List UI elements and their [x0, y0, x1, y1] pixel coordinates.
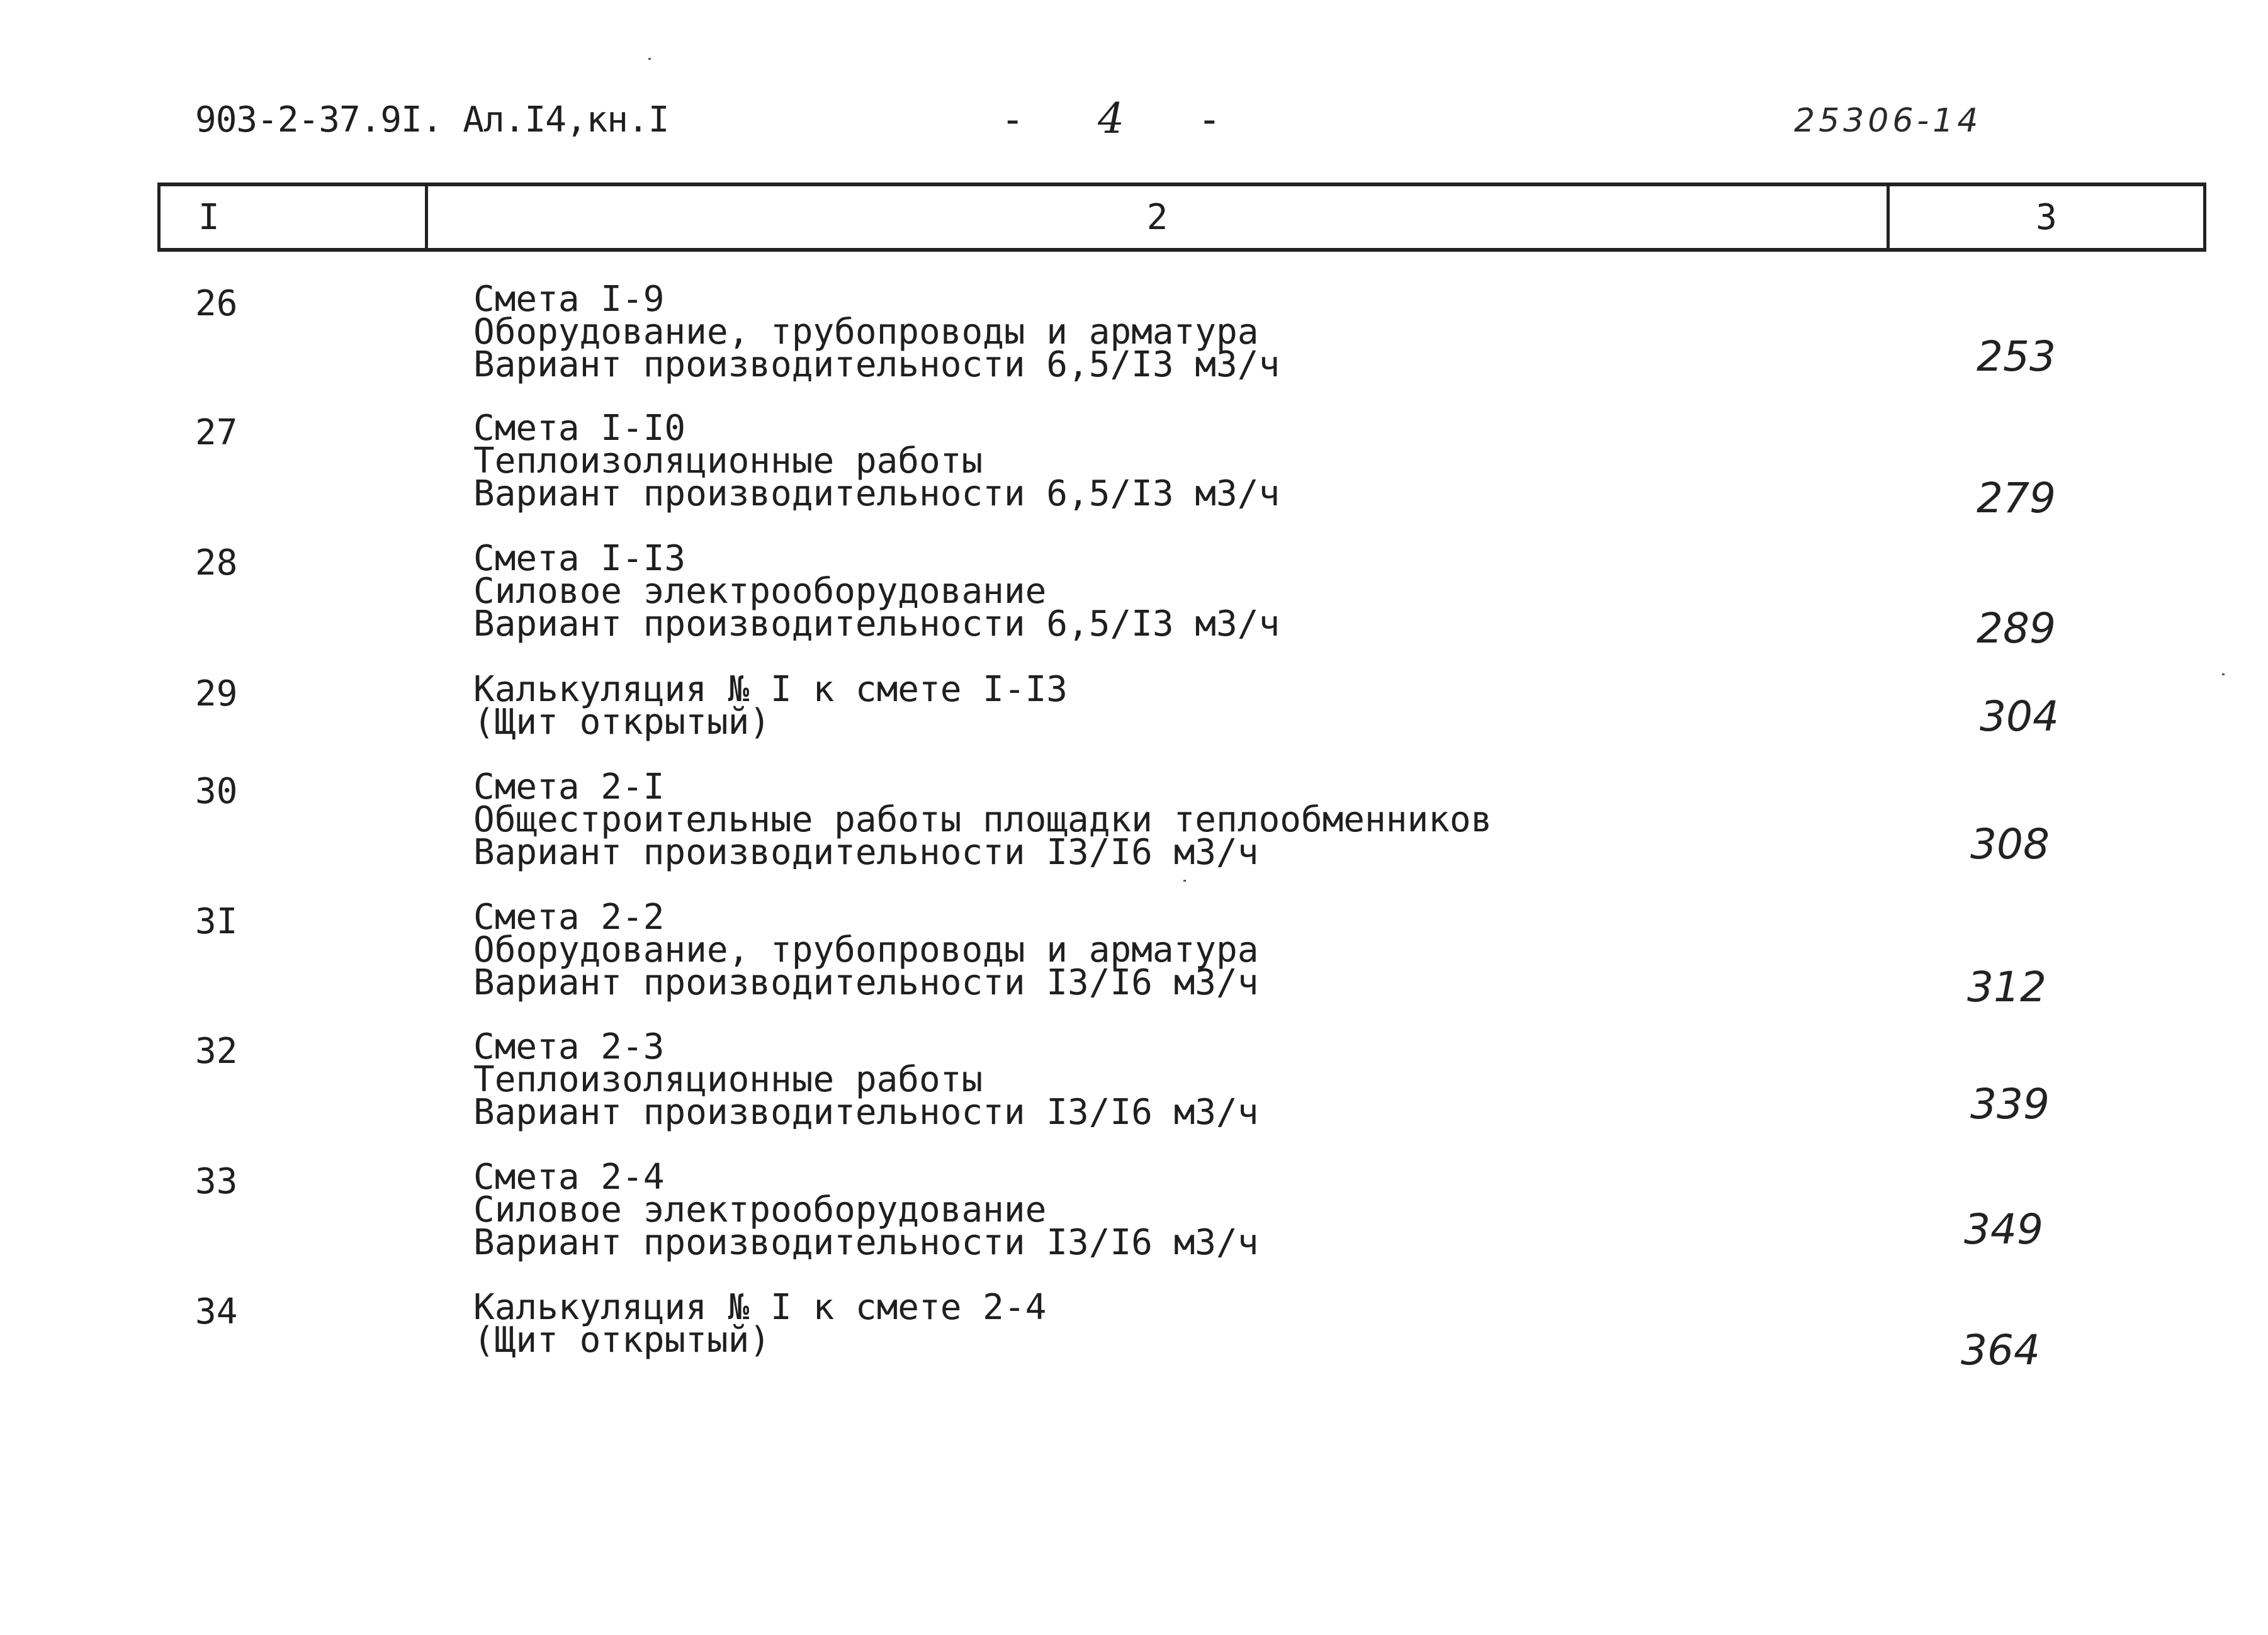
row-page-number: 289 — [1977, 604, 2056, 653]
row-number: 3I — [195, 901, 238, 942]
row-page-number: 349 — [1964, 1205, 2043, 1254]
row-description — [473, 279, 1280, 385]
row-page-number: 304 — [1980, 692, 2059, 741]
scan-speck — [648, 58, 651, 60]
row-description — [473, 767, 1492, 873]
column-header-3: 3 — [1887, 186, 2203, 248]
row-number: 28 — [195, 542, 238, 583]
inventory-number: 25306-14 — [1794, 102, 1982, 140]
row-description — [473, 669, 1068, 743]
description-line: Вариант производительности 6,5/I3 м3/ч — [473, 473, 1280, 514]
description-line: Смета 2-I — [473, 767, 665, 807]
table-column-header — [157, 183, 2206, 252]
row-number: 34 — [195, 1291, 238, 1332]
description-line: (Щит открытый) — [473, 1320, 771, 1361]
row-number: 26 — [195, 283, 238, 324]
description-line: Вариант производительности I3/I6 м3/ч — [473, 832, 1259, 873]
row-page-number: 279 — [1977, 474, 2056, 522]
description-line: Смета 2-3 — [473, 1026, 665, 1067]
row-description — [473, 1287, 1047, 1361]
description-line: Вариант производительности 6,5/I3 м3/ч — [473, 344, 1280, 385]
page-number-block — [1001, 94, 1221, 143]
description-line: Силовое электрооборудование — [473, 571, 1047, 612]
row-description — [473, 897, 1259, 1003]
description-line: Силовое электрооборудование — [473, 1189, 1047, 1230]
row-page-number: 364 — [1961, 1326, 2040, 1374]
row-description — [473, 408, 1280, 514]
description-line: Смета 2-4 — [473, 1157, 665, 1198]
description-line: Смета I-9 — [473, 279, 665, 320]
row-page-number: 312 — [1967, 963, 2046, 1011]
description-line: Смета I-I3 — [473, 538, 686, 579]
page-dash-right: - — [1197, 96, 1221, 142]
row-number: 30 — [195, 771, 238, 812]
description-line: Вариант производительности I3/I6 м3/ч — [473, 1092, 1259, 1133]
description-line: Калькуляция № I к смете 2-4 — [473, 1287, 1047, 1328]
description-line: Смета 2-2 — [473, 897, 665, 938]
row-number: 29 — [195, 673, 238, 714]
row-number: 32 — [195, 1031, 238, 1072]
row-page-number: 308 — [1970, 820, 2050, 868]
description-line: Вариант производительности I3/I6 м3/ч — [473, 1222, 1259, 1263]
description-line: Общестроительные работы площадки теплообменников — [473, 799, 1492, 840]
page-number: 4 — [1098, 94, 1124, 143]
description-line: Смета I-I0 — [473, 408, 686, 449]
row-description — [473, 1026, 1259, 1133]
row-page-number: 253 — [1977, 332, 2056, 381]
description-line: Оборудование, трубопроводы и арматура — [473, 930, 1259, 970]
column-header-1: I — [198, 196, 220, 238]
description-line: Теплоизоляционные работы — [473, 441, 983, 481]
row-number: 27 — [195, 412, 238, 453]
document-code: 903-2-37.9I. Ал.I4,кн.I — [195, 99, 669, 140]
row-description — [473, 538, 1280, 644]
row-description — [473, 1157, 1259, 1263]
column-header-2: 2 — [425, 186, 1887, 248]
page-dash-left: - — [1001, 96, 1025, 142]
description-line: Оборудование, трубопроводы и арматура — [473, 312, 1259, 352]
row-number: 33 — [195, 1161, 238, 1202]
description-line: Калькуляция № I к смете I-I3 — [473, 669, 1068, 710]
scan-speck — [2222, 673, 2225, 675]
description-line: Теплоизоляционные работы — [473, 1059, 983, 1100]
scan-speck — [1183, 880, 1186, 882]
description-line: Вариант производительности 6,5/I3 м3/ч — [473, 604, 1280, 644]
description-line: Вариант производительности I3/I6 м3/ч — [473, 962, 1259, 1003]
row-page-number: 339 — [1970, 1080, 2050, 1128]
description-line: (Щит открытый) — [473, 702, 771, 743]
